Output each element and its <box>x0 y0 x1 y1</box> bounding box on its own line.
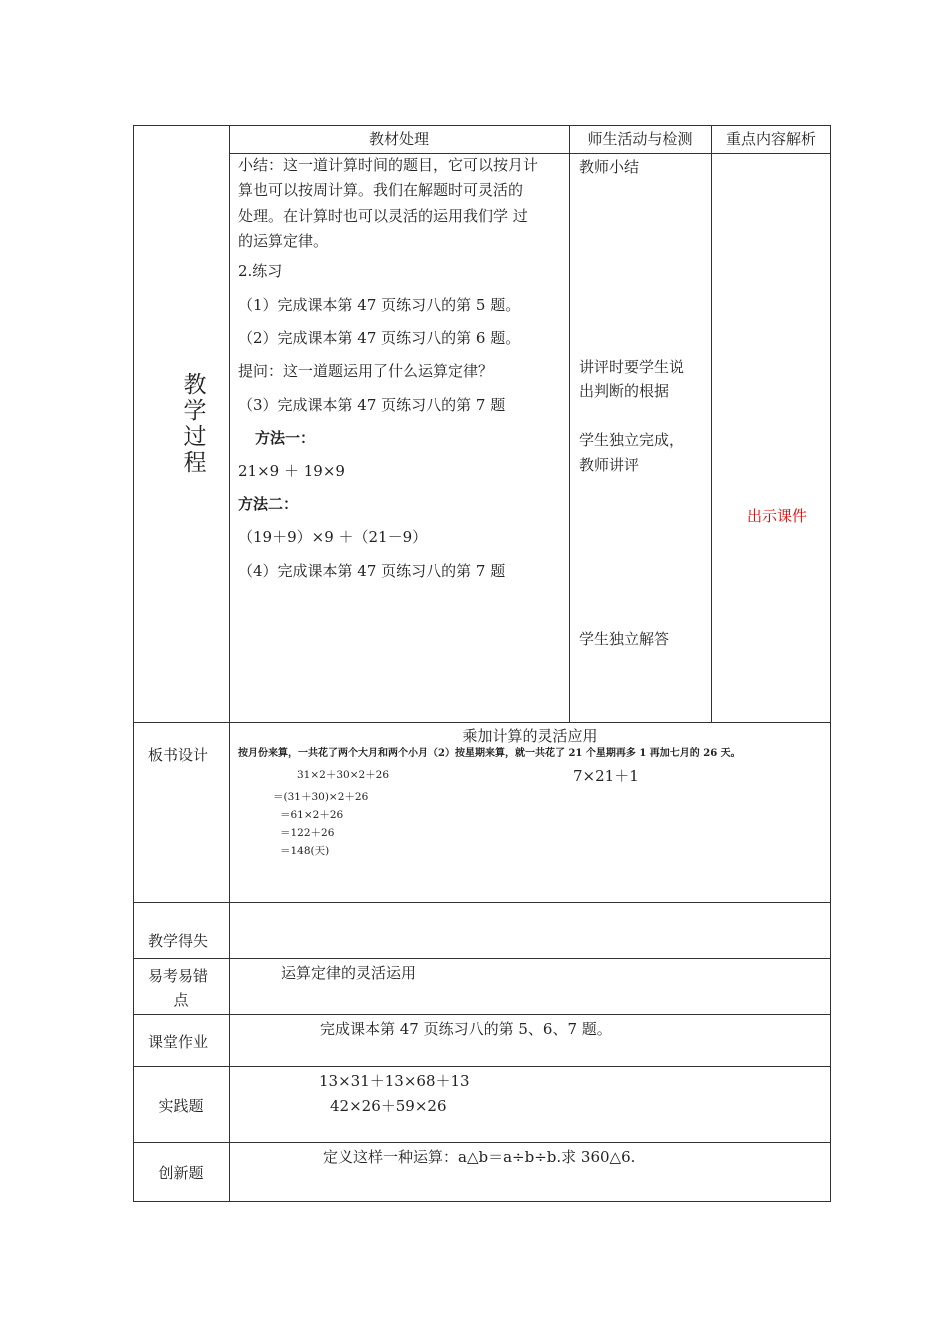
material-line: （2）完成课本第 47 页练习八的第 6 题。 <box>238 329 521 347</box>
gains-label: 教学得失 <box>148 932 209 950</box>
material-line: 算也可以按周计算。我们在解题时可灵活的 <box>238 181 524 199</box>
row-divider <box>133 722 831 723</box>
method-two-expression: （19＋9）×9 ＋（21－9） <box>238 528 428 546</box>
method-one-expression: 21×9 ＋ 19×9 <box>238 462 345 480</box>
board-subtitle: 按月份来算，一共花了两个大月和两个小月（2）按星期来算，就一共花了 21 个星期再多 1 再加七月的 26 天。 <box>238 748 741 759</box>
row-divider <box>133 958 831 959</box>
activity-line: 教师小结 <box>579 158 640 176</box>
header-keypoint: 重点内容解析 <box>725 130 816 148</box>
material-line: （1）完成课本第 47 页练习八的第 5 题。 <box>238 296 521 314</box>
board-week-calc: 7×21＋1 <box>573 767 639 785</box>
practice-line: 42×26＋59×26 <box>330 1097 447 1115</box>
material-line: （3）完成课本第 47 页练习八的第 7 题 <box>238 396 506 414</box>
board-calc-line: ＝61×2＋26 <box>280 809 344 821</box>
activity-line: 出判断的根据 <box>579 382 670 400</box>
homework-content: 完成课本第 47 页练习八的第 5、6、7 题。 <box>320 1020 612 1038</box>
process-label: 教学过程 <box>183 372 207 476</box>
material-line: 2.练习 <box>238 262 283 280</box>
creative-content: 定义这样一种运算：a△b＝a÷b÷b.求 360△6. <box>323 1148 636 1166</box>
material-line: 的运算定律。 <box>238 232 329 250</box>
row-divider <box>133 1014 831 1015</box>
lesson-table <box>133 125 831 1202</box>
row-divider <box>133 1142 831 1143</box>
row-divider <box>133 902 831 903</box>
material-line: 处理。在计算时也可以灵活的运用我们学 过 <box>238 207 528 225</box>
errors-content: 运算定律的灵活运用 <box>281 964 417 982</box>
column-divider <box>229 125 230 1202</box>
key-point-text: 出示课件 <box>747 507 808 525</box>
method-one-label: 方法一： <box>255 429 316 447</box>
activity-line: 学生独立完成， <box>579 431 685 449</box>
row-divider <box>133 1066 831 1067</box>
practice-line: 13×31＋13×68＋13 <box>319 1072 470 1090</box>
row-divider <box>229 153 831 154</box>
board-label: 板书设计 <box>148 746 209 764</box>
material-line: 小结：这一道计算时间的题目，它可以按月计 <box>238 156 539 174</box>
errors-label: 点 <box>173 991 189 1009</box>
board-calc-line: ＝122＋26 <box>280 827 335 839</box>
board-calc-line: 31×2＋30×2＋26 <box>297 769 390 781</box>
method-two-label: 方法二： <box>238 495 299 513</box>
board-title: 乘加计算的灵活应用 <box>462 727 598 745</box>
creative-label: 创新题 <box>158 1164 204 1182</box>
activity-line: 学生独立解答 <box>579 630 670 648</box>
header-activity: 师生活动与检测 <box>587 130 693 148</box>
board-calc-line: ＝148(天) <box>280 845 330 857</box>
board-calc-line: ＝(31＋30)×2＋26 <box>273 791 369 803</box>
activity-line: 讲评时要学生说 <box>579 358 685 376</box>
header-material: 教材处理 <box>368 130 429 148</box>
errors-label: 易考易错 <box>148 967 209 985</box>
practice-label: 实践题 <box>158 1097 204 1115</box>
activity-line: 教师讲评 <box>579 456 640 474</box>
homework-label: 课堂作业 <box>148 1033 209 1051</box>
column-divider <box>711 125 712 722</box>
column-divider <box>569 125 570 722</box>
material-line: （4）完成课本第 47 页练习八的第 7 题 <box>238 562 506 580</box>
material-line: 提问：这一道题运用了什么运算定律？ <box>238 362 494 380</box>
